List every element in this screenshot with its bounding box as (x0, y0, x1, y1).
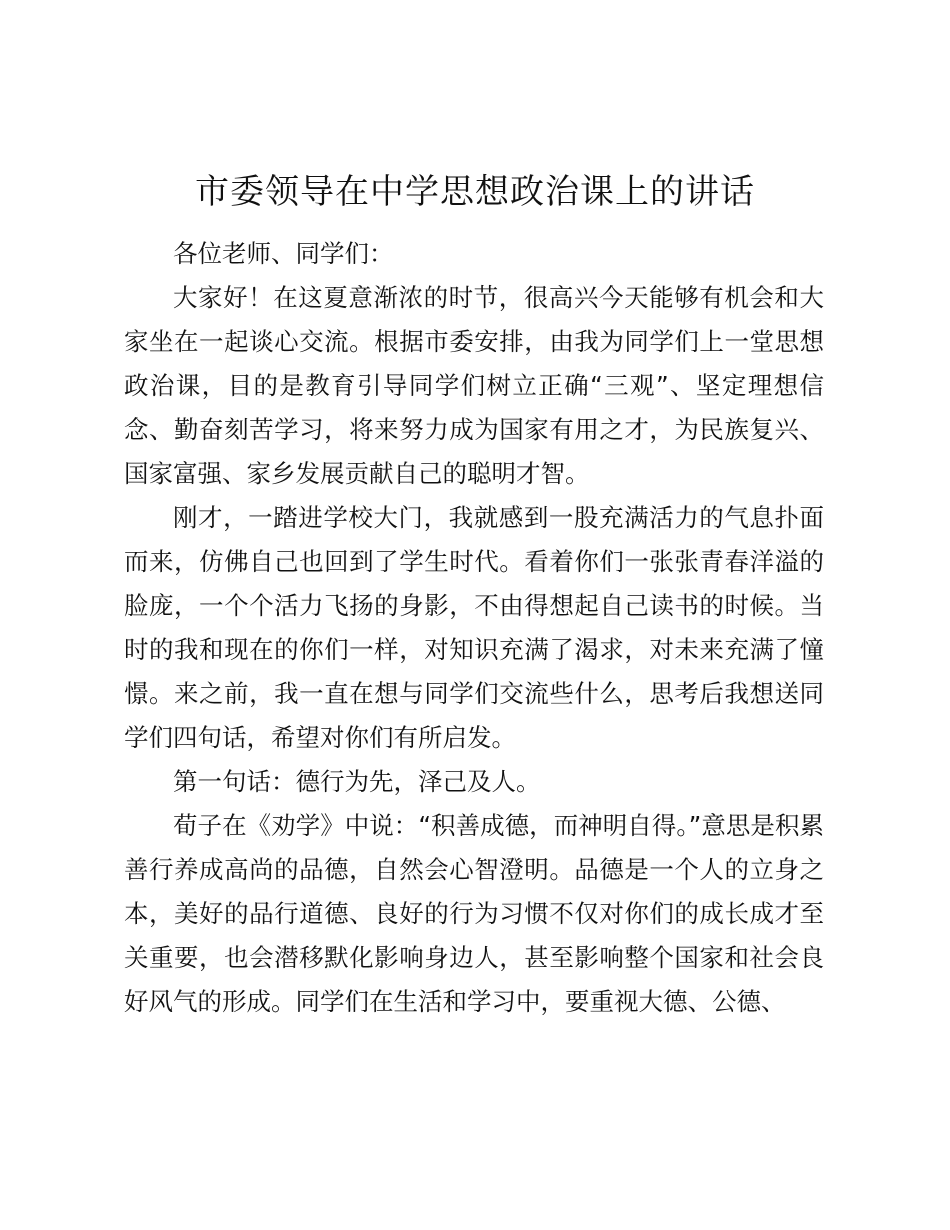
document-body (124, 232, 824, 1024)
document-title: 市委领导在中学思想政治课上的讲话 (195, 172, 755, 212)
quote-paragraph: 荀子在《劝学》中说：“积善成德，而神明自得。”意思是积累善行养成高尚的品德，自然会心智澄明。品德是一个人的立身之本，美好的品行道德、良好的行为习惯不仅对你们的成长成才至关重要，也会潜移默化影响身边人，甚至影响整个国家和社会良好风气的形成。同学们在生活和学习中，要重视大德、公德、 (124, 811, 824, 1016)
greeting-paragraph: 大家好！在这夏意渐浓的时节，很高兴今天能够有机会和大家坐在一起谈心交流。根据市委安排，由我为同学们上一堂思想政治课，目的是教育引导同学们树立正确“三观”、坚定理想信念、勤奋刻苦学习，将来努力成为国家有用之才，为民族复兴、国家富强、家乡发展贡献自己的聪明才智。 (124, 283, 824, 488)
section-heading-paragraph: 第一句话：德行为先，泽己及人。 (173, 767, 541, 796)
memory-paragraph: 刚才，一踏进学校大门，我就感到一股充满活力的气息扑面而来，仿佛自己也回到了学生时代。看着你们一张张青春洋溢的脸庞，一个个活力飞扬的身影，不由得想起自己读书的时候。当时的我和现在的你们一样，对知识充满了渴求，对未来充满了憧憬。来之前，我一直在想与同学们交流些什么，思考后我想送同学们四句话，希望对你们有所启发。 (124, 503, 824, 752)
salutation-paragraph: 各位老师、同学们： (173, 239, 394, 268)
